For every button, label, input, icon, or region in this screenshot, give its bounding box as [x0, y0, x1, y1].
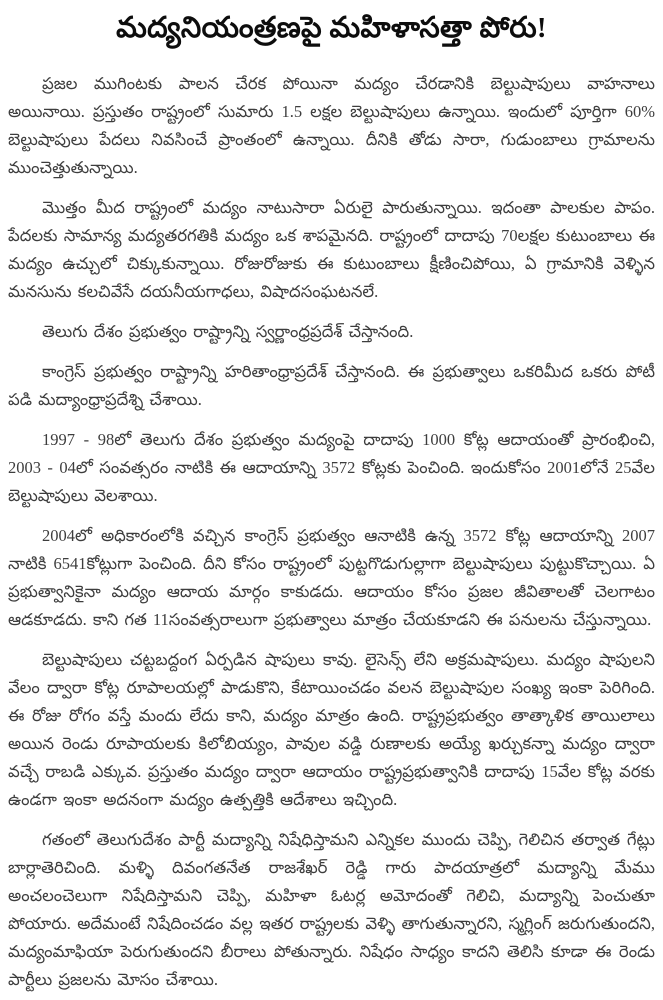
paragraph-liquor-flood: మొత్తం మీద రాష్ట్రంలో మద్యం నాటుసారా ఏరులై పారుతున్నాయి. ఇదంతా పాలకుల పాపం. పేదలకు సామాన్య మద్యతరగతికి మద్యం ఒక శాపమైనది. రాష్ట్రంలో దాదాపు 70లక్షల కుటుంబాలు ఈ మద్యం ఉచ్చులో చిక్కుకున్నాయి. రోజురోజుకు ఈ కుటుంబాలు క్షీణించిపోయి, ఏ గ్రామానికి వెళ్ళిన మనసును కలచివేసే దయనీయగాధలు, విషాదసంఘటనలే.	[8, 198, 655, 301]
paragraph-revenue-1997-2004: 1997 - 98లో తెలుగు దేశం ప్రభుత్వం మద్యంపై దాదాపు 1000 కోట్ల ఆదాయంతో ప్రారంభించి, 2003 - 04లో సంవత్సరం నాటికి ఈ ఆదాయాన్ని 3572 కోట్లకు పెంచింది. ఇందుకోసం 2001లోనే 25వేల బెల్టుషాపులు వెలశాయి.	[8, 430, 655, 505]
paragraph-illegal-shops: బెల్టుషాపులు చట్టబద్దంగ ఏర్పడిన షాపులు కావు. లైసెన్స్ లేని అక్రమషాపులు. మద్యం షాపులని వేలం ద్వారా కోట్ల రూపాలయల్లో పాడుకొని, కేటాయించడం వలన బెల్టుషాపుల సంఖ్య ఇంకా పెరిగింది. ఈ రోజు రోగం వస్తే మందు లేదు కాని, మద్యం మాత్రం ఉంది. రాష్ట్రప్రభుత్వం తాత్కాళిక తాయిలాలు అయిన రెండు రూపాయలకు కిలోబియ్యం, పావుల వడ్డి రుణాలకు అయ్యే ఖర్చుకన్నా మద్యం ద్వారా వచ్చే రాబడి ఎక్కువ. ప్రస్తుతం మద్యం ద్వారా ఆదాయం రాష్ట్రప్రభుత్వానికి దాదాపు 15వేల కోట్ల వరకు ఉండగా ఇంకా అదనంగా మద్యం ఉత్పత్తికి ఆదేశాలు ఇచ్చింది.	[8, 650, 655, 809]
paragraph-revenue-2004-2007: 2004లో అధికారంలోకి వచ్చిన కాంగ్రెస్ ప్రభుత్వం ఆనాటికి ఉన్న 3572 కోట్ల ఆదాయాన్ని 2007 నాటికి 6541కోట్లుగా పెంచింది. దీని కోసం రాష్ట్రంలో పుట్టగొడుగుల్లాగా బెల్టుషాపులు పుట్టుకొచ్చాయి. ఏ ప్రభుత్వానికైనా మద్యం ఆదాయ మార్గం కాకుడదు. ఆదాయం కోసం ప్రజల జీవితాలతో చెలగాటం ఆడకూడదు. కాని గత 11సంవత్సరాలుగా ప్రభుత్వాలు మాత్రం చేయకూడని ఈ పనులను చేస్తున్నాయి.	[8, 526, 655, 629]
page-title: మద్యనియంత్రణపై మహిళాసత్తా పోరు!	[116, 12, 547, 44]
paragraph-tdp-promise: తెలుగు దేశం ప్రభుత్వం రాష్ట్రాన్ని స్వర్ణాంధ్రప్రదేశ్ చేస్తానంది.	[42, 322, 414, 341]
paragraph-parties-deception: గతంలో తెలుగుదేశం పార్టీ మద్యాన్ని నిషేధిస్తామని ఎన్నికల ముందు చెప్పి, గెలిచిన తర్వాత గేట్లు బార్లాతెరిచింది. మళ్ళి దివంగతనేత రాజశేఖర్ రెడ్డి గారు పాదయాత్రలో మద్యాన్ని మేము అంచలంచెలుగా నిషేదిస్తామని చెప్పి, మహిళా ఓటర్ల అమోదంతో గెలిచి, మద్యాన్ని పెంచుతూ పోయారు. అదేమంటే నిషేదించడం వల్ల ఇతర రాష్ట్రలకు వెళ్ళి తాగుతున్నారని, స్మగ్లింగ్ జరుగుతుందని, మద్యంమాఫియా పెరుగుతుందని బీరాలు పోతున్నారు. నిషేధం సాధ్యం కాదని తెలిసి కూడా ఈ రెండు పార్టీలు ప్రజలను మోసం చేశాయి.	[8, 830, 655, 989]
paragraph-congress-promise: కాంగ్రెస్ ప్రభుత్వం రాష్ట్రాన్ని హరితాంధ్రాప్రదేశ్ చేస్తానంది. ఈ ప్రభుత్వాలు ఒకరిమీద ఒకరు పోటీ పడి మద్యాంధ్రాప్రదేశ్ని చేశాయి.	[8, 362, 655, 409]
paragraph-belt-shops-intro: ప్రజల ముగింటకు పాలన చేరక పోయినా మద్యం చేరడానికి బెల్టుషాపులు వాహనాలు అయినాయి. ప్రస్తుతం రాష్ట్రంలో సుమారు 1.5 లక్షల బెల్టుషాపులు ఉన్నాయి. ఇందులో పూర్తిగా 60% బెల్టుషాపులు పేదలు నివసించే ప్రాంతంలో ఉన్నాయి. దీనికి తోడు సారా, గుడుంబాలు గ్రామాలను ముంచెత్తుతున్నాయి.	[8, 74, 655, 177]
